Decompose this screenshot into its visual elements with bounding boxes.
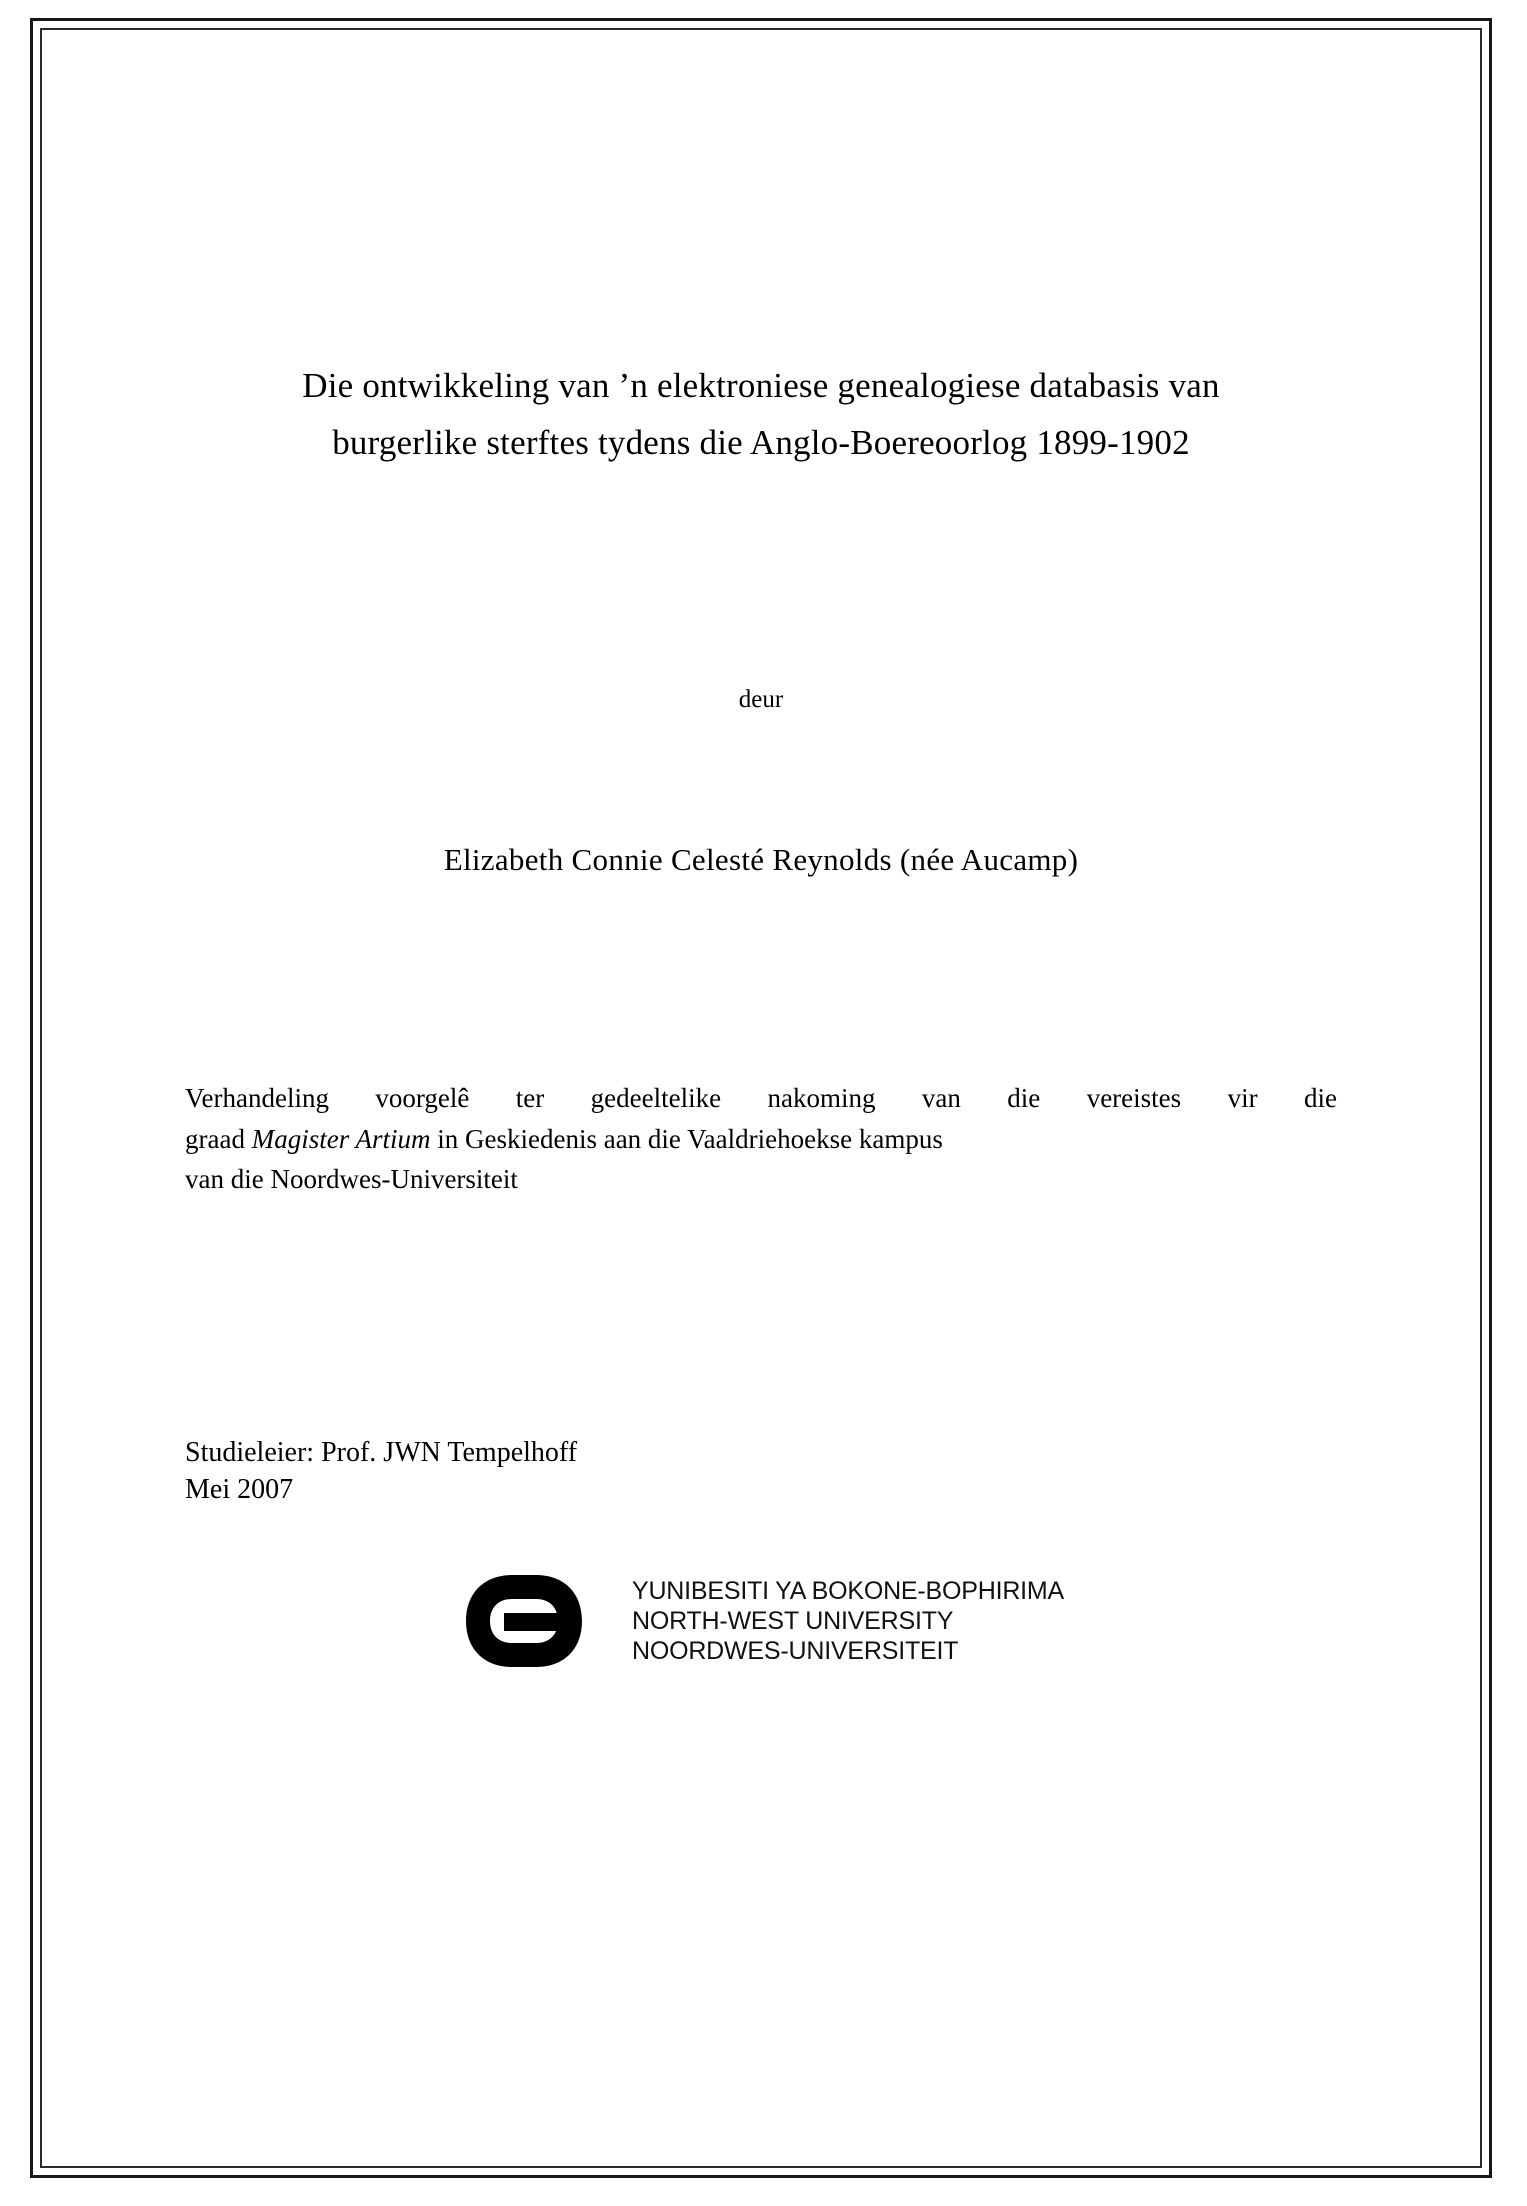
logo-line-3: NOORDWES-UNIVERSITEIT <box>631 1636 959 1665</box>
university-logo-block <box>185 1569 1337 1673</box>
date-line: Mei 2007 <box>185 1473 294 1505</box>
statement-line-3: van die Noordwes-Universiteit <box>185 1164 518 1195</box>
statement-word: nakoming <box>767 1083 876 1114</box>
by-label: deur <box>738 686 784 714</box>
statement-suffix: in Geskiedenis aan die Vaaldriehoekse kampus <box>430 1123 943 1154</box>
logo-line-2: NORTH-WEST UNIVERSITY <box>631 1606 954 1635</box>
statement-word: voorgelê <box>375 1083 470 1114</box>
statement-word: die <box>1007 1083 1041 1114</box>
degree-statement <box>185 1078 1337 1200</box>
statement-line-1 <box>185 1078 1337 1119</box>
university-logo-text <box>632 1576 1064 1666</box>
degree-name: Magister Artium <box>251 1123 431 1154</box>
supervisor-block <box>185 1435 1337 1509</box>
statement-word: vereistes <box>1086 1083 1182 1114</box>
title-line-1: Die ontwikkeling van ’n elektroniese genealogiese databasis van <box>302 366 1220 405</box>
title-page-content <box>40 28 1482 2168</box>
statement-word: die <box>1303 1083 1337 1114</box>
statement-line-2 <box>185 1119 1337 1160</box>
page-title <box>185 358 1337 471</box>
statement-word: vir <box>1227 1083 1258 1114</box>
statement-word: gedeeltelike <box>590 1083 722 1114</box>
statement-word: Verhandeling <box>185 1083 329 1114</box>
north-west-university-logo-icon <box>458 1569 618 1673</box>
author-name: Elizabeth Connie Celesté Reynolds (née Aucamp) <box>443 842 1079 878</box>
supervisor-line: Studieleier: Prof. JWN Tempelhoff <box>185 1436 578 1468</box>
statement-word: van <box>921 1083 961 1114</box>
statement-prefix: graad <box>185 1123 252 1154</box>
title-line-2: burgerlike sterftes tydens die Anglo-Boereoorlog 1899-1902 <box>332 422 1190 462</box>
statement-word: ter <box>515 1083 545 1114</box>
logo-line-1: YUNIBESITI YA BOKONE-BOPHIRIMA <box>631 1576 1065 1605</box>
